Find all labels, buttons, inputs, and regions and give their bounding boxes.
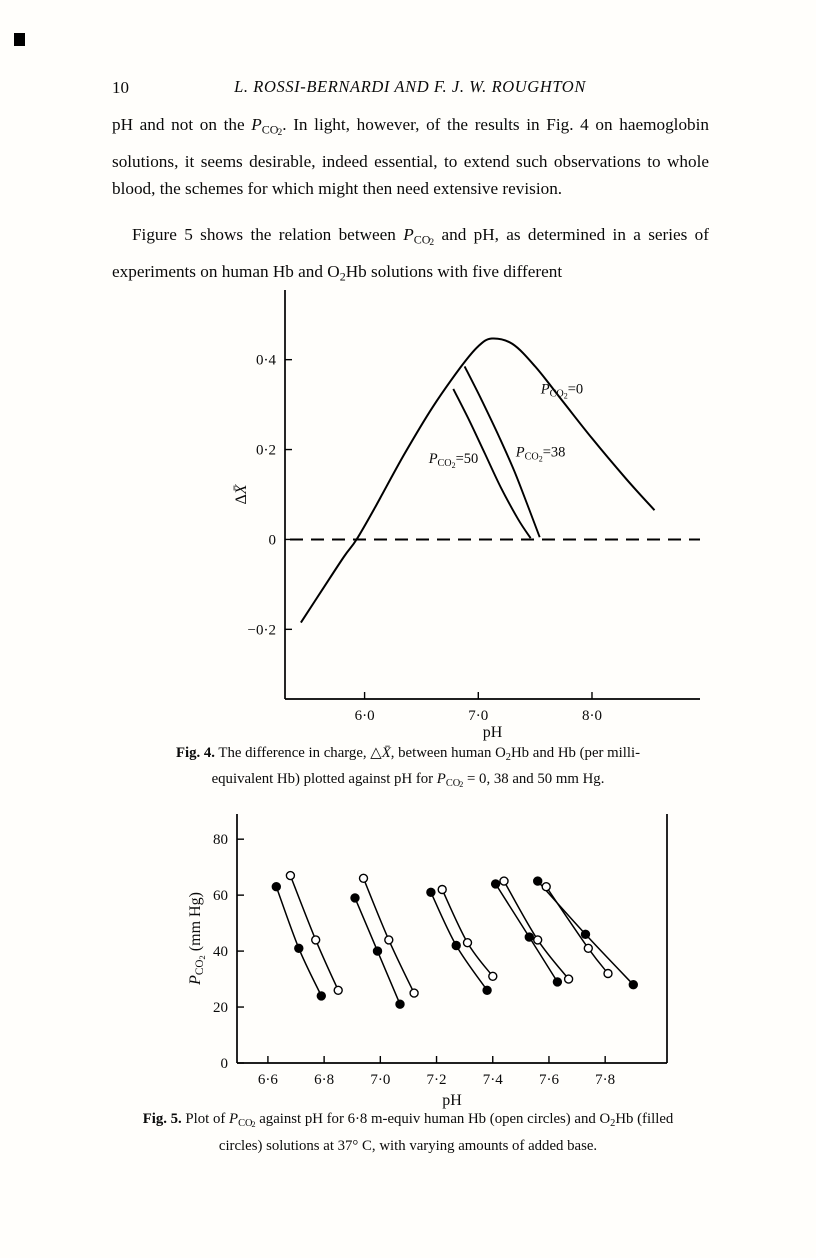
figure-4-caption: Fig. 4. The difference in charge, △X̄, between human $O_2Hb$ and Hb (per milli-equivalent Hb) plotted against pH for $P_{CO2} = 0$, 38 and 50 mm Hg. [175, 745, 641, 790]
svg-text:6·0: 6·0 [354, 708, 375, 724]
svg-text:pH: pH [482, 724, 503, 741]
svg-text:pH: pH [442, 1092, 462, 1109]
svg-text:7·0: 7·0 [468, 708, 489, 724]
svg-text:ΔX̄: ΔX̄ [233, 484, 250, 505]
svg-text:0·2: 0·2 [256, 442, 276, 459]
figure-5-chart [180, 805, 700, 1115]
svg-text:6·6: 6·6 [257, 1072, 278, 1088]
svg-text:0·4: 0·4 [256, 352, 276, 369]
svg-text:20: 20 [213, 1000, 228, 1017]
svg-text:7·4: 7·4 [482, 1072, 503, 1088]
svg-text:6·8: 6·8 [314, 1072, 335, 1088]
svg-text:PCO2=0: $P_{CO}2=0$ [540, 381, 584, 401]
body-paragraph-1: pH and not on the $P_{CO2}$. In light, however, of the results in Fig. 4 on haemoglobin solutions, it seems desirable, indeed essential, to extend such observations to whole blood, the schemes for which might then need extensive revision. [112, 115, 709, 199]
svg-text:80: 80 [213, 832, 228, 849]
svg-text:7·8: 7·8 [595, 1072, 616, 1088]
running-title: L. ROSSI-BERNARDI AND F. J. W. ROUGHTON [234, 77, 586, 96]
page-number: 10 [112, 78, 129, 97]
svg-text:PCO2=50: $P_{CO}2=50$ [428, 451, 479, 470]
svg-text:−0·2: −0·2 [247, 622, 276, 639]
svg-text:0: 0 [268, 532, 276, 549]
figure-5-caption: Fig. 5. Plot of $P_{CO2}$ against pH for 6·8 m-equiv human Hb (open circles) and $O_2Hb$ (filled circles) solutions at 37° C, with varying amounts of added base. [142, 1111, 674, 1154]
figure-4-chart [230, 282, 730, 747]
svg-text:0: 0 [220, 1056, 228, 1072]
svg-text:PCO2=38: $P_{CO}2=38$ [515, 444, 566, 464]
page-header [112, 77, 708, 101]
body-paragraph-2: Figure 5 shows the relation between $P_{CO2}$ and pH, as determined in a series of experiments on human Hb and $O_2Hb$ solutions with five different [112, 225, 709, 284]
svg-text:8·0: 8·0 [581, 708, 602, 724]
svg-text:7·0: 7·0 [370, 1072, 391, 1088]
svg-text:7·6: 7·6 [538, 1072, 559, 1088]
scan-artifact [14, 33, 25, 46]
svg-text:40: 40 [213, 944, 228, 961]
svg-text:60: 60 [213, 888, 228, 905]
svg-text:PCO2 (mm Hg): PCO2 (mm Hg) [187, 892, 207, 985]
svg-text:7·2: 7·2 [426, 1072, 447, 1088]
